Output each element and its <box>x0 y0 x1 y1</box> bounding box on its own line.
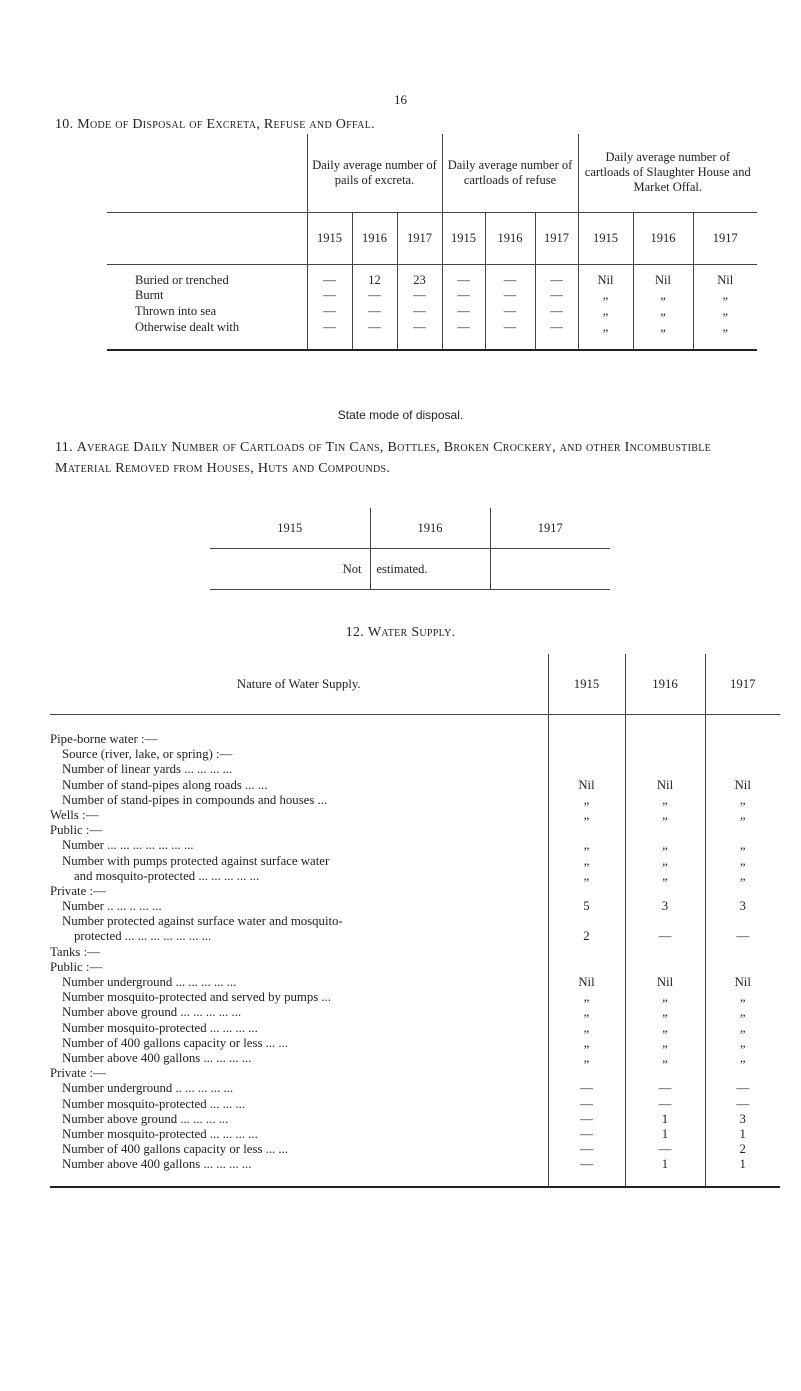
cell: — <box>442 288 485 304</box>
water-row-value: Nil <box>578 777 595 792</box>
water-row-value <box>549 747 625 762</box>
water-row-value <box>549 945 625 960</box>
water-row-value: „ <box>662 990 668 1005</box>
water-row-value: 1 <box>739 1157 746 1172</box>
cell: — <box>442 320 485 350</box>
cell: — <box>352 320 397 350</box>
water-row-label: and mosquito-protected ... ... ... ... ... <box>74 868 260 883</box>
year-header: 1916 <box>352 212 397 264</box>
cell: „ <box>578 288 633 304</box>
section-12-number: 12. <box>345 625 364 640</box>
row-label: Burnt <box>107 288 307 304</box>
water-row-label: Number ... ... ... ... ... ... ... <box>62 838 194 853</box>
water-labels <box>50 732 548 1172</box>
water-row-label: Number of stand-pipes in compounds and houses ... <box>62 792 328 807</box>
water-row-value: 3 <box>739 1111 746 1126</box>
cell: — <box>535 304 578 320</box>
year-header: 1915 <box>578 212 633 264</box>
cell: Not <box>210 549 370 590</box>
water-row-label: Number of stand-pipes along roads ... ... <box>62 777 268 792</box>
water-row-value: — <box>580 1142 593 1157</box>
water-row-label: Number mosquito-protected ... ... ... <box>62 1096 246 1111</box>
disposal-corner-2 <box>107 212 307 264</box>
cell: — <box>535 288 578 304</box>
water-row-label: Wells :— <box>50 807 99 822</box>
water-values-1916 <box>626 732 705 1172</box>
cell: — <box>442 264 485 288</box>
water-row-value <box>549 884 625 899</box>
water-row-value: 3 <box>739 899 746 914</box>
water-row-value <box>626 762 705 777</box>
group-pails-header: Daily average number of pails of excreta. <box>307 134 442 212</box>
year-header: 1917 <box>397 212 442 264</box>
cell: — <box>485 304 535 320</box>
water-row-value: — <box>658 1081 672 1096</box>
water-row-value: Nil <box>734 975 751 989</box>
incombustible-table <box>210 508 610 590</box>
section-10-number: 10. <box>55 117 74 132</box>
water-row-value <box>626 945 705 960</box>
cell: Nil <box>717 272 734 287</box>
water-row-value: Nil <box>578 975 595 989</box>
cell: 12 <box>352 264 397 288</box>
water-row-value: „ <box>739 807 746 822</box>
water-row-label: Tanks :— <box>50 944 100 959</box>
section-11-number: 11. <box>55 440 73 455</box>
cell: Nil <box>578 264 633 288</box>
cell: — <box>307 288 352 304</box>
water-row-value: — <box>580 1096 593 1111</box>
water-row-value <box>549 823 625 838</box>
water-row-label: Number underground ... ... ... ... ... <box>62 975 237 989</box>
water-row-label: Number above 400 gallons ... ... ... ... <box>62 1050 252 1065</box>
water-row-label: Number mosquito-protected and served by pumps ... <box>62 990 332 1005</box>
water-row-value: „ <box>583 1005 590 1020</box>
cell: — <box>307 264 352 288</box>
water-row-value: „ <box>662 1005 668 1020</box>
water-row-value: „ <box>583 1020 590 1035</box>
table-row <box>107 320 757 350</box>
section-11-heading <box>55 437 770 479</box>
water-row-label: Public :— <box>50 959 103 974</box>
cell: „ <box>578 320 633 350</box>
water-row-label: Private :— <box>50 1066 106 1081</box>
cell: — <box>307 304 352 320</box>
water-row-value: — <box>580 1081 593 1096</box>
water-row-value: Nil <box>656 777 674 792</box>
cell <box>490 549 610 590</box>
water-row-label: Number of 400 gallons capacity or less ... ... <box>62 1142 289 1157</box>
cell: — <box>485 288 535 304</box>
water-row-value: „ <box>583 1050 590 1065</box>
cell: „ <box>693 320 757 350</box>
disposal-table <box>107 134 757 351</box>
water-row-value <box>626 823 705 838</box>
water-row-label: Number mosquito-protected ... ... ... ... <box>62 1126 258 1141</box>
water-row-value: „ <box>583 838 590 853</box>
water-row-value <box>706 823 781 838</box>
water-row-value: Nil <box>656 975 674 989</box>
water-row-value: — <box>736 1096 750 1111</box>
water-row-label: Number .. ... .. ... ... <box>62 899 162 914</box>
water-row-value: „ <box>739 1020 746 1035</box>
water-row-value: — <box>580 1126 593 1141</box>
water-row-value <box>626 960 705 975</box>
year-header: 1917 <box>693 212 757 264</box>
section-11-title: Average Daily Number of Cartloads of Tin Cans, Bottles, Broken Crockery, and other Incombustible Material Removed from Houses, Huts and Compounds. <box>55 440 712 476</box>
row-label: Buried or trenched <box>107 264 307 288</box>
water-row-label: Number mosquito-protected ... ... ... ... <box>62 1020 258 1035</box>
water-row-value: „ <box>739 1035 746 1050</box>
water-row-value: „ <box>662 1020 668 1035</box>
cell: — <box>535 264 578 288</box>
water-row-value: „ <box>739 990 746 1005</box>
water-row-value: — <box>658 929 672 944</box>
year-header: 1917 <box>705 654 780 715</box>
cell: „ <box>633 288 693 304</box>
water-row-value <box>549 1066 625 1081</box>
group-refuse-header: Daily average number of cartloads of refuse <box>442 134 578 212</box>
cell: „ <box>578 304 633 320</box>
cell: estimated. <box>370 549 490 590</box>
water-row-value: — <box>580 1111 593 1126</box>
cell: „ <box>722 304 729 318</box>
water-row-value <box>549 762 625 777</box>
cell: „ <box>633 320 693 350</box>
water-row-value <box>549 960 625 975</box>
water-row-value <box>706 960 781 975</box>
water-row-label: Number above 400 gallons ... ... ... ... <box>62 1157 252 1172</box>
water-row-value: „ <box>583 1035 590 1050</box>
water-row-label: Number of linear yards ... ... ... ... <box>62 762 233 777</box>
water-row-value: 2 <box>583 929 590 944</box>
year-header: 1915 <box>307 212 352 264</box>
disposal-corner <box>107 134 307 212</box>
water-row-value <box>706 747 781 762</box>
water-row-value: — <box>736 1081 750 1096</box>
section-12-heading <box>0 625 801 641</box>
water-row-value <box>706 884 781 899</box>
cell: 23 <box>397 264 442 288</box>
water-row-value: „ <box>583 807 590 822</box>
cell: „ <box>722 288 729 302</box>
water-row-label: Number underground .. ... ... ... ... <box>62 1081 234 1096</box>
row-label: Otherwise dealt with <box>107 320 307 350</box>
water-row-value <box>549 914 625 929</box>
water-row-value <box>626 914 705 929</box>
section-10-heading <box>55 117 375 133</box>
nature-header: Nature of Water Supply. <box>50 654 548 715</box>
water-row-value <box>706 1066 781 1081</box>
water-row-value: „ <box>662 1050 668 1065</box>
year-header: 1915 <box>210 508 370 549</box>
water-row-value: „ <box>739 868 746 883</box>
water-row-value <box>549 732 625 747</box>
water-row-label: Pipe-borne water :— <box>50 732 158 746</box>
water-row-value: 1 <box>739 1126 746 1141</box>
water-row-label: Number with pumps protected against surface water <box>62 853 330 868</box>
water-row-value: „ <box>739 792 746 807</box>
water-row-value: 1 <box>661 1157 669 1172</box>
water-row-value: 5 <box>583 899 590 914</box>
water-row-label: Number protected against surface water and mosquito- <box>62 914 343 929</box>
water-row-value: „ <box>662 1035 668 1050</box>
water-row-label: Number above ground ... ... ... ... <box>62 1111 229 1126</box>
water-row-value: „ <box>739 1050 746 1065</box>
water-row-value: „ <box>662 853 668 868</box>
water-row-value: 2 <box>739 1142 746 1157</box>
water-row-value: — <box>736 929 750 944</box>
water-row-label: Number above ground ... ... ... ... ... <box>62 1005 242 1020</box>
water-row-value: „ <box>662 792 668 807</box>
water-supply-table <box>50 654 780 1188</box>
year-header: 1916 <box>625 654 705 715</box>
disposal-caption: State mode of disposal. <box>337 408 464 422</box>
water-row-value: „ <box>739 838 746 853</box>
water-row-value: „ <box>739 853 746 868</box>
group-offal-header: Daily average number of cartloads of Slaughter House and Market Offal. <box>578 134 757 212</box>
year-header: 1916 <box>370 508 490 549</box>
cell: — <box>535 320 578 350</box>
cell: — <box>485 264 535 288</box>
page-number: 16 <box>394 92 407 107</box>
section-12-title: Water Supply. <box>367 625 456 640</box>
water-values-1915 <box>549 732 625 1172</box>
water-row-label: Source (river, lake, or spring) :— <box>62 747 233 762</box>
water-row-label: Number of 400 gallons capacity or less ... ... <box>62 1035 289 1050</box>
water-row-value: 1 <box>661 1111 669 1126</box>
cell: — <box>352 288 397 304</box>
year-header: 1916 <box>485 212 535 264</box>
cell: — <box>397 304 442 320</box>
water-row-value: — <box>658 1142 672 1157</box>
table-row <box>107 288 757 304</box>
water-row-value: — <box>580 1157 593 1172</box>
water-row-value <box>706 762 781 777</box>
cell: — <box>397 288 442 304</box>
cell: Nil <box>633 264 693 288</box>
water-row-value: „ <box>662 868 668 883</box>
section-10-title: Mode of Disposal of Excreta, Refuse and Offal. <box>77 117 375 132</box>
water-row-value <box>706 914 781 929</box>
cell: „ <box>633 304 693 320</box>
water-row-value <box>706 945 781 960</box>
cell: — <box>442 304 485 320</box>
table-row <box>210 549 610 590</box>
water-row-value: „ <box>583 853 590 868</box>
year-header: 1917 <box>535 212 578 264</box>
table-row <box>107 264 757 288</box>
row-label: Thrown into sea <box>107 304 307 320</box>
water-row-value <box>626 1066 705 1081</box>
table-row <box>107 304 757 320</box>
water-row-value <box>626 732 705 747</box>
water-row-value: „ <box>662 838 668 853</box>
water-row-value: Nil <box>734 777 751 792</box>
cell: — <box>307 320 352 350</box>
cell: — <box>397 320 442 350</box>
water-row-value: „ <box>583 868 590 883</box>
water-row-value: — <box>658 1096 672 1111</box>
water-values-1917 <box>706 732 781 1172</box>
water-row-value <box>626 884 705 899</box>
year-header: 1915 <box>548 654 625 715</box>
water-row-value: „ <box>739 1005 746 1020</box>
water-row-label: Public :— <box>50 823 103 838</box>
year-header: 1916 <box>633 212 693 264</box>
water-row-value: 1 <box>661 1126 669 1141</box>
water-row-value: „ <box>662 807 668 822</box>
water-row-value <box>626 747 705 762</box>
cell: — <box>485 320 535 350</box>
cell: — <box>352 304 397 320</box>
water-row-value: 3 <box>661 899 669 914</box>
water-row-value: „ <box>583 792 590 807</box>
year-header: 1917 <box>490 508 610 549</box>
water-row-label: protected ... ... ... ... ... ... ... <box>74 929 212 944</box>
year-header: 1915 <box>442 212 485 264</box>
water-row-value <box>706 732 781 747</box>
water-row-label: Private :— <box>50 883 106 898</box>
water-row-value: „ <box>583 990 590 1005</box>
